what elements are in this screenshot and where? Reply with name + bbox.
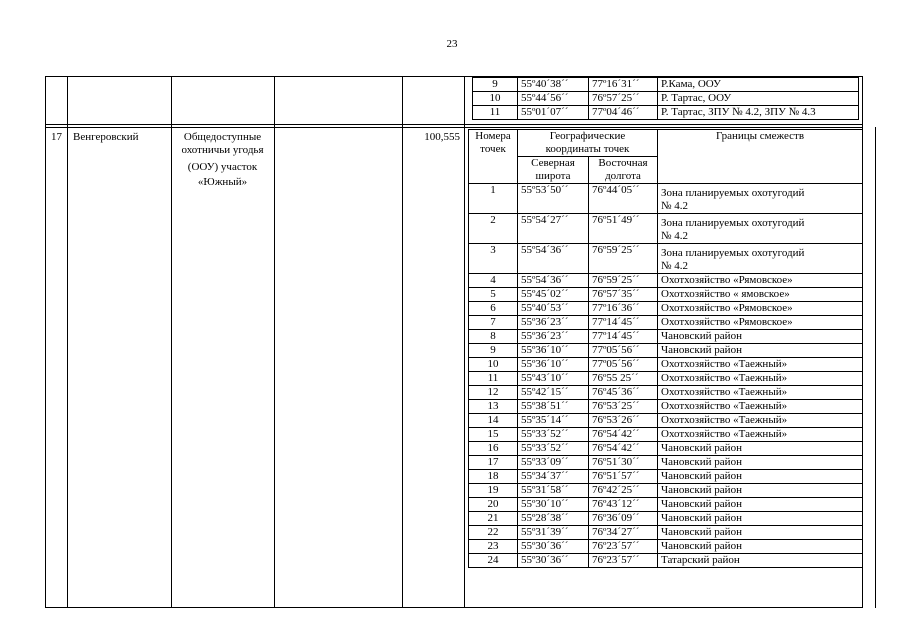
point-number: 10 xyxy=(469,358,518,372)
longitude: 76º34´27´´ xyxy=(589,526,658,540)
border-text-line: Зона планируемых охотугодий xyxy=(661,187,805,199)
latitude: 55º36´10´´ xyxy=(518,358,589,372)
latitude: 55º31´58´´ xyxy=(518,484,589,498)
border-text xyxy=(658,386,863,400)
border-text-line: № 4.2 xyxy=(661,200,688,212)
longitude: 76º57´35´´ xyxy=(589,288,658,302)
border-text-line: Чановский район xyxy=(661,498,742,510)
point-number: 13 xyxy=(469,400,518,414)
border-text-line: Чановский район xyxy=(661,484,742,496)
entry-area: 100,555 xyxy=(424,131,460,143)
latitude: 55º54´36´´ xyxy=(518,274,589,288)
col-border-3 xyxy=(274,76,275,608)
border-text-line: Зона планируемых охотугодий xyxy=(661,217,805,229)
longitude: 76º55 25´´ xyxy=(589,372,658,386)
border-text-line: № 4.2 xyxy=(661,260,688,272)
table-row xyxy=(469,442,863,456)
border-text-line: Охотхозяйство « ямовское» xyxy=(661,288,790,300)
border-text-line: Чановский район xyxy=(661,470,742,482)
table-row xyxy=(469,330,863,344)
border-text xyxy=(658,214,863,244)
longitude: 77º05´56´´ xyxy=(589,358,658,372)
longitude: 76º36´09´´ xyxy=(589,512,658,526)
land-type-line-2: охотничьи угодья xyxy=(181,144,264,156)
longitude: 76º53´25´´ xyxy=(589,400,658,414)
latitude: 55º34´37´´ xyxy=(518,470,589,484)
border-text xyxy=(658,554,863,568)
latitude: 55º40´38´´ xyxy=(518,78,589,92)
border-text xyxy=(658,302,863,316)
point-number: 14 xyxy=(469,414,518,428)
border-text-line: Охотхозяйство «Таежный» xyxy=(661,372,788,384)
point-number: 7 xyxy=(469,316,518,330)
latitude: 55º43´10´´ xyxy=(518,372,589,386)
table-row xyxy=(469,498,863,512)
longitude: 76º42´25´´ xyxy=(589,484,658,498)
latitude: 55º31´39´´ xyxy=(518,526,589,540)
latitude: 55º36´23´´ xyxy=(518,316,589,330)
latitude: 55º36´23´´ xyxy=(518,330,589,344)
point-number: 22 xyxy=(469,526,518,540)
table-row xyxy=(469,414,863,428)
point-number: 24 xyxy=(469,554,518,568)
border-text xyxy=(658,358,863,372)
table-row xyxy=(469,274,863,288)
longitude: 76º54´42´´ xyxy=(589,428,658,442)
longitude: 76º44´05´´ xyxy=(589,184,658,214)
table-row xyxy=(469,344,863,358)
longitude: 76º23´57´´ xyxy=(589,540,658,554)
border-text xyxy=(658,344,863,358)
border-text-line: № 4.2 xyxy=(661,230,688,242)
border-text xyxy=(658,400,863,414)
border-text xyxy=(658,244,863,274)
header-lon xyxy=(589,157,658,184)
table-row xyxy=(469,244,863,274)
point-number: 9 xyxy=(469,344,518,358)
longitude: 76º51´49´´ xyxy=(589,214,658,244)
point-number: 9 xyxy=(473,78,518,92)
point-number: 10 xyxy=(473,92,518,106)
header-points xyxy=(469,130,518,184)
table-row xyxy=(469,358,863,372)
continuation-table xyxy=(472,77,859,120)
header-lat-line-1: Северная xyxy=(531,157,575,169)
border-text xyxy=(658,288,863,302)
table-row xyxy=(469,470,863,484)
border-text-line: Чановский район xyxy=(661,344,742,356)
border-text-line: Чановский район xyxy=(661,456,742,468)
longitude: 76º59´25´´ xyxy=(589,274,658,288)
border-text xyxy=(658,470,863,484)
table-row xyxy=(469,214,863,244)
border-text-line: Охотхозяйство «Таежный» xyxy=(661,428,788,440)
longitude: 76º54´42´´ xyxy=(589,442,658,456)
point-number: 16 xyxy=(469,442,518,456)
point-number: 5 xyxy=(469,288,518,302)
header-lon-line-1: Восточная xyxy=(598,157,648,169)
border-text-line: Охотхозяйство «Таежный» xyxy=(661,386,788,398)
header-coords-line-2: координаты точек xyxy=(545,143,630,155)
latitude: 55º30´36´´ xyxy=(518,554,589,568)
longitude: 76º51´30´´ xyxy=(589,456,658,470)
latitude: 55º40´53´´ xyxy=(518,302,589,316)
point-number: 4 xyxy=(469,274,518,288)
table-row xyxy=(469,512,863,526)
latitude: 55º53´50´´ xyxy=(518,184,589,214)
longitude: 76º59´25´´ xyxy=(589,244,658,274)
header-border: Границы смежеств xyxy=(658,130,863,184)
header-coords xyxy=(518,130,658,157)
land-type-line-1: Общедоступные xyxy=(183,131,262,143)
point-number: 11 xyxy=(473,106,518,120)
longitude: 77º04´46´´ xyxy=(589,106,658,120)
table-row xyxy=(469,400,863,414)
point-number: 18 xyxy=(469,470,518,484)
header-points-line-2: точек xyxy=(480,143,506,155)
border-text-line: Чановский район xyxy=(661,512,742,524)
row-separator xyxy=(45,124,862,125)
latitude: 55º01´07´´ xyxy=(518,106,589,120)
point-number: 20 xyxy=(469,498,518,512)
table-row xyxy=(469,484,863,498)
latitude: 55º54´36´´ xyxy=(518,244,589,274)
land-type-line-3: (ООУ) участок xyxy=(187,161,258,173)
header-lon-line-2: долгота xyxy=(605,170,641,182)
point-number: 1 xyxy=(469,184,518,214)
point-number: 11 xyxy=(469,372,518,386)
latitude: 55º45´02´´ xyxy=(518,288,589,302)
latitude: 55º44´56´´ xyxy=(518,92,589,106)
border-text-line: Охотхозяйство «Таежный» xyxy=(661,414,788,426)
border-text xyxy=(658,526,863,540)
table-bottom-border xyxy=(45,607,862,608)
point-number: 3 xyxy=(469,244,518,274)
point-number: 8 xyxy=(469,330,518,344)
col-border-7 xyxy=(875,127,876,608)
col-border-0 xyxy=(45,76,46,608)
longitude: 76º45´36´´ xyxy=(589,386,658,400)
col-border-1 xyxy=(67,76,68,608)
border-text xyxy=(658,498,863,512)
longitude: 77º05´56´´ xyxy=(589,344,658,358)
border-text-line: Охотхозяйство «Таежный» xyxy=(661,358,788,370)
border-text-line: Охотхозяйство «Таежный» xyxy=(661,400,788,412)
point-number: 2 xyxy=(469,214,518,244)
header-lat xyxy=(518,157,589,184)
border-text xyxy=(658,372,863,386)
header-coords-line-1: Географические xyxy=(549,130,626,142)
border-text xyxy=(658,330,863,344)
table-row xyxy=(469,428,863,442)
longitude: 77º16´31´´ xyxy=(589,78,658,92)
row-separator-2 xyxy=(45,127,862,128)
border-text xyxy=(658,274,863,288)
border-text xyxy=(658,428,863,442)
border-text: Р.Кама, ООУ xyxy=(658,78,859,92)
table-row xyxy=(469,302,863,316)
border-text-line: Чановский район xyxy=(661,442,742,454)
border-text: Р. Тартас, ООУ xyxy=(658,92,859,106)
latitude: 55º33´52´´ xyxy=(518,428,589,442)
border-text xyxy=(658,456,863,470)
border-text xyxy=(658,540,863,554)
point-number: 12 xyxy=(469,386,518,400)
point-number: 6 xyxy=(469,302,518,316)
latitude: 55º33´52´´ xyxy=(518,442,589,456)
coordinates-table xyxy=(468,129,863,568)
table-row xyxy=(469,526,863,540)
longitude: 76º43´12´´ xyxy=(589,498,658,512)
table-row xyxy=(469,372,863,386)
border-text-line: Охотхозяйство «Рямовское» xyxy=(661,274,793,286)
latitude: 55º35´14´´ xyxy=(518,414,589,428)
point-number: 15 xyxy=(469,428,518,442)
table-row xyxy=(469,540,863,554)
border-text-line: Чановский район xyxy=(661,526,742,538)
latitude: 55º38´51´´ xyxy=(518,400,589,414)
land-type-line-4: «Южный» xyxy=(197,176,248,188)
point-number: 19 xyxy=(469,484,518,498)
point-number: 21 xyxy=(469,512,518,526)
table-row xyxy=(473,92,859,106)
page-number: 23 xyxy=(446,38,458,50)
border-text xyxy=(658,184,863,214)
latitude: 55º28´38´´ xyxy=(518,512,589,526)
table-row xyxy=(469,316,863,330)
latitude: 55º36´10´´ xyxy=(518,344,589,358)
border-text: Р. Тартас, ЗПУ № 4.2, ЗПУ № 4.3 xyxy=(658,106,859,120)
border-text xyxy=(658,484,863,498)
latitude: 55º30´36´´ xyxy=(518,540,589,554)
table-row xyxy=(469,288,863,302)
table-row xyxy=(469,386,863,400)
longitude: 76º23´57´´ xyxy=(589,554,658,568)
longitude: 77º14´45´´ xyxy=(589,316,658,330)
header-points-line-1: Номера xyxy=(475,130,511,142)
longitude: 76º53´26´´ xyxy=(589,414,658,428)
latitude: 55º33´09´´ xyxy=(518,456,589,470)
longitude: 76º51´57´´ xyxy=(589,470,658,484)
latitude: 55º54´27´´ xyxy=(518,214,589,244)
border-text xyxy=(658,316,863,330)
entry-number: 17 xyxy=(51,131,62,143)
border-text xyxy=(658,442,863,456)
border-text-line: Чановский район xyxy=(661,330,742,342)
table-row xyxy=(469,554,863,568)
border-text-line: Татарский район xyxy=(661,554,740,566)
table-row xyxy=(469,456,863,470)
border-text-line: Охотхозяйство «Рямовское» xyxy=(661,316,793,328)
longitude: 77º14´45´´ xyxy=(589,330,658,344)
border-text xyxy=(658,512,863,526)
table-row xyxy=(469,184,863,214)
latitude: 55º42´15´´ xyxy=(518,386,589,400)
table-row xyxy=(473,78,859,92)
point-number: 17 xyxy=(469,456,518,470)
header-lat-line-2: широта xyxy=(535,170,571,182)
border-text-line: Зона планируемых охотугодий xyxy=(661,247,805,259)
table-row xyxy=(473,106,859,120)
border-text-line: Охотхозяйство «Рямовское» xyxy=(661,302,793,314)
latitude: 55º30´10´´ xyxy=(518,498,589,512)
border-text xyxy=(658,414,863,428)
col-border-5 xyxy=(464,76,465,608)
border-text-line: Чановский район xyxy=(661,540,742,552)
point-number: 23 xyxy=(469,540,518,554)
col-border-4 xyxy=(402,76,403,608)
entry-district: Венгеровский xyxy=(73,131,139,143)
longitude: 77º16´36´´ xyxy=(589,302,658,316)
longitude: 76º57´25´´ xyxy=(589,92,658,106)
